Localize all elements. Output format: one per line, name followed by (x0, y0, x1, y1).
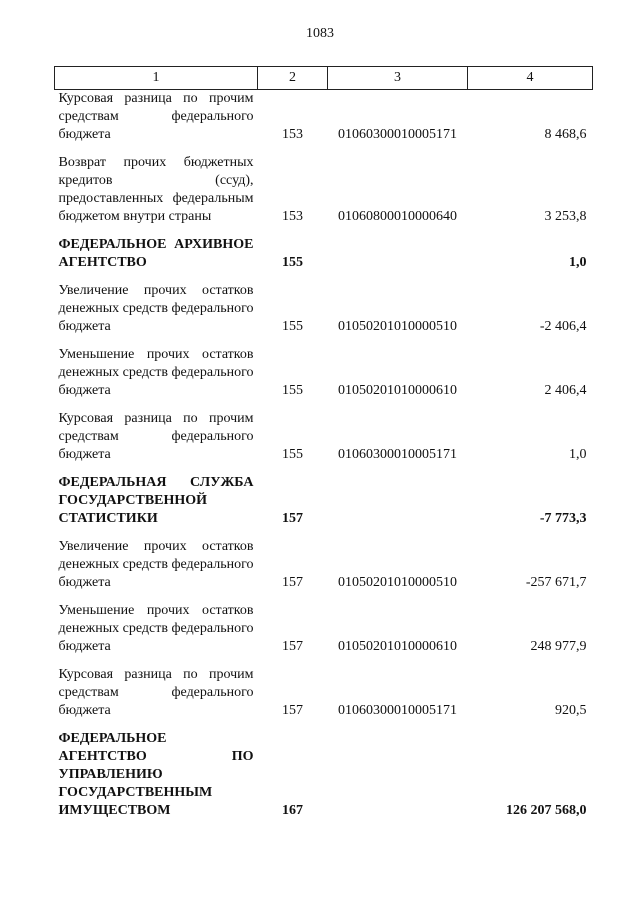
row-kbk: 01050201010000610 (338, 383, 457, 398)
row-code: 157 (282, 703, 303, 718)
row-name: Увеличение прочих остатков денежных средств федерального бюджета (58, 283, 254, 334)
header-col-2: 2 (258, 67, 328, 90)
row-kbk: 01060800010000640 (338, 209, 457, 224)
page-number: 1083 (306, 26, 334, 41)
row-name: Уменьшение прочих остатков денежных средств федерального бюджета (58, 603, 254, 654)
row-code: 157 (282, 575, 303, 590)
table-row (55, 336, 593, 400)
row-kbk: 01050201010000510 (338, 575, 457, 590)
table-row (55, 528, 593, 592)
organization-row (55, 226, 593, 272)
row-amount: 1,0 (569, 255, 587, 270)
row-kbk: 01060300010005171 (338, 127, 457, 142)
row-name: Уменьшение прочих остатков денежных средств федерального бюджета (58, 347, 254, 398)
header-col-4: 4 (468, 67, 593, 90)
table-header (55, 67, 593, 90)
row-name: Курсовая разница по прочим средствам федерального бюджета (58, 411, 254, 462)
row-kbk: 01060300010005171 (338, 447, 457, 462)
row-code: 153 (282, 209, 303, 224)
budget-table (54, 66, 593, 820)
row-code: 157 (282, 639, 303, 654)
row-code: 155 (282, 319, 303, 334)
table-row (55, 90, 593, 145)
row-kbk: 01050201010000510 (338, 319, 457, 334)
row-code: 153 (282, 127, 303, 142)
row-code: 167 (282, 803, 303, 818)
row-amount: -7 773,3 (539, 511, 587, 526)
row-code: 155 (282, 383, 303, 398)
row-name: Курсовая разница по прочим средствам федерального бюджета (58, 91, 254, 142)
header-col-3: 3 (328, 67, 468, 90)
row-amount: 248 977,9 (530, 639, 587, 654)
row-name: Курсовая разница по прочим средствам федерального бюджета (58, 667, 254, 718)
organization-row (55, 720, 593, 820)
row-name: ФЕДЕРАЛЬНОЕ АРХИВНОЕ АГЕНТСТВО (58, 237, 254, 270)
row-amount: 126 207 568,0 (506, 803, 587, 818)
row-kbk: 01050201010000610 (338, 639, 457, 654)
header-col-1: 1 (55, 67, 258, 90)
row-kbk (328, 464, 468, 528)
table-body (55, 90, 593, 821)
row-amount: 8 468,6 (544, 127, 587, 142)
row-code: 155 (282, 255, 303, 270)
row-name: ФЕДЕРАЛЬНОЕ АГЕНТСТВО ПО УПРАВЛЕНИЮ ГОСУДАРСТВЕННЫМ ИМУЩЕСТВОМ (58, 731, 254, 818)
row-code: 155 (282, 447, 303, 462)
row-code: 157 (282, 511, 303, 526)
table-row (55, 400, 593, 464)
row-name: ФЕДЕРАЛЬНАЯ СЛУЖБА ГОСУДАРСТВЕННОЙ СТАТИСТИКИ (58, 475, 254, 526)
row-amount: -2 406,4 (539, 319, 587, 334)
row-kbk (328, 720, 468, 820)
row-amount: 2 406,4 (544, 383, 587, 398)
row-amount: 1,0 (569, 447, 587, 462)
table-row (55, 272, 593, 336)
row-name: Возврат прочих бюджетных кредитов (ссуд), предоставленных федеральным бюджетом внутри страны (58, 155, 254, 224)
row-kbk (328, 226, 468, 272)
organization-row (55, 464, 593, 528)
row-name: Увеличение прочих остатков денежных средств федерального бюджета (58, 539, 254, 590)
table-row (55, 592, 593, 656)
table-row (55, 144, 593, 226)
row-amount: 3 253,8 (544, 209, 587, 224)
row-amount: -257 671,7 (525, 575, 587, 590)
table-row (55, 656, 593, 720)
row-kbk: 01060300010005171 (338, 703, 457, 718)
header-row (55, 67, 593, 90)
row-amount: 920,5 (555, 703, 587, 718)
